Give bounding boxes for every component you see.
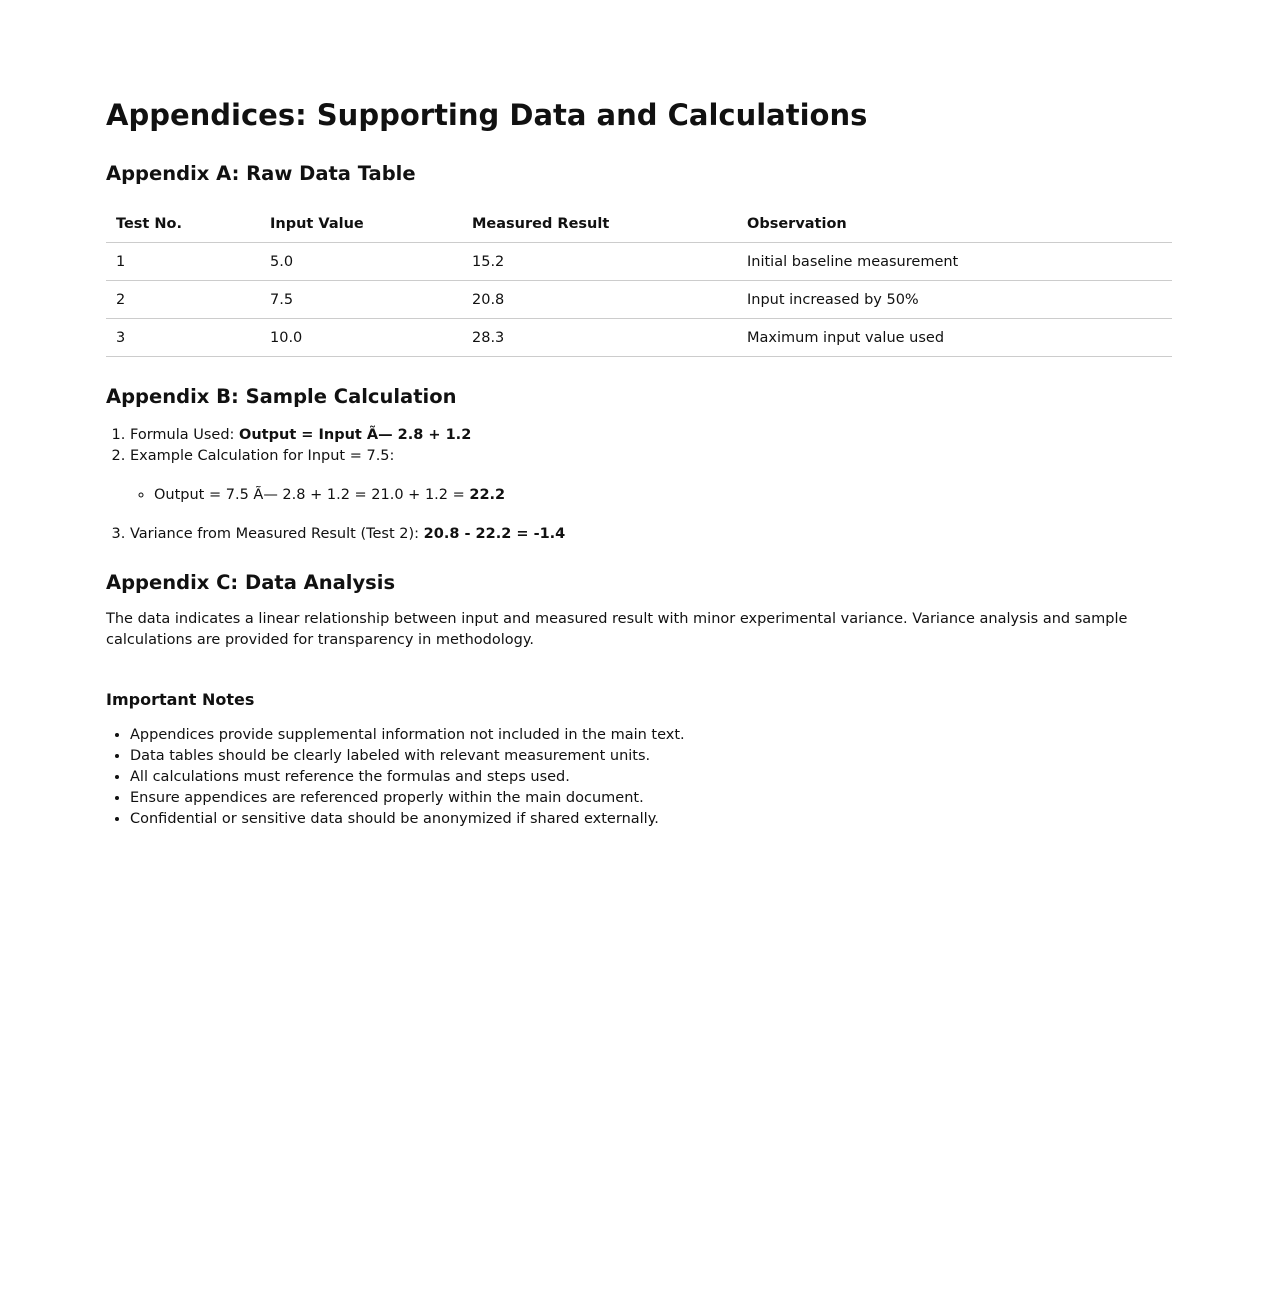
cell-measured-result: 15.2 xyxy=(462,243,737,281)
column-header-observation: Observation xyxy=(737,206,1172,243)
table-row xyxy=(106,319,1172,357)
cell-measured-result: 28.3 xyxy=(462,319,737,357)
cell-measured-result: 20.8 xyxy=(462,281,737,319)
table-row xyxy=(106,281,1172,319)
column-header-measured-result: Measured Result xyxy=(462,206,737,243)
raw-data-table xyxy=(106,206,1172,357)
appendix-c-section xyxy=(106,569,1172,651)
list-item xyxy=(154,485,1172,506)
variance-result: 20.8 - 22.2 = -1.4 xyxy=(423,526,566,542)
appendix-b-heading: Appendix B: Sample Calculation xyxy=(106,385,457,408)
cell-input-value: 5.0 xyxy=(260,243,462,281)
appendix-c-heading: Appendix C: Data Analysis xyxy=(106,571,396,594)
appendix-b-section xyxy=(106,383,1172,545)
list-item: • Confidential or sensitive data should be anonymized if shared externally. xyxy=(130,809,1172,830)
step-label: Formula Used: xyxy=(130,427,240,443)
calculation-sub-list xyxy=(130,485,1172,506)
cell-test-no: 2 xyxy=(106,281,260,319)
list-item: • All calculations must reference the formulas and steps used. xyxy=(130,767,1172,788)
appendix-a-section xyxy=(106,160,1172,357)
list-item xyxy=(130,446,1172,506)
notes-heading: Important Notes xyxy=(106,690,255,709)
list-item: • Appendices provide supplemental information not included in the main text. xyxy=(130,725,1172,746)
cell-test-no: 3 xyxy=(106,319,260,357)
page-title: Appendices: Supporting Data and Calculations xyxy=(106,98,868,132)
cell-observation: Initial baseline measurement xyxy=(737,243,1172,281)
step-label: Variance from Measured Result (Test 2): xyxy=(130,526,424,542)
table-row xyxy=(106,243,1172,281)
formula-text: Output = Input Ã— 2.8 + 1.2 xyxy=(239,427,472,443)
appendix-a-heading: Appendix A: Raw Data Table xyxy=(106,162,416,185)
cell-input-value: 7.5 xyxy=(260,281,462,319)
cell-test-no: 1 xyxy=(106,243,260,281)
notes-section xyxy=(106,689,1172,830)
column-header-input-value: Input Value xyxy=(260,206,462,243)
list-item: • Data tables should be clearly labeled with relevant measurement units. xyxy=(130,746,1172,767)
column-header-test-no: Test No. xyxy=(106,206,260,243)
cell-observation: Maximum input value used xyxy=(737,319,1172,357)
notes-list xyxy=(106,725,1172,830)
calculation-steps-list xyxy=(106,425,1172,545)
cell-observation: Input increased by 50% xyxy=(737,281,1172,319)
table-header-row xyxy=(106,206,1172,243)
analysis-paragraph: The data indicates a linear relationship between input and measured result with minor experimental variance. Variance analysis and sample calculations are provided for transparency in methodology. xyxy=(106,611,1128,648)
list-item xyxy=(130,425,1172,446)
step-label: Example Calculation for Input = 7.5: xyxy=(130,448,395,464)
calculation-result: 22.2 xyxy=(469,487,506,503)
cell-input-value: 10.0 xyxy=(260,319,462,357)
calculation-text: Output = 7.5 Ã— 2.8 + 1.2 = 21.0 + 1.2 = xyxy=(154,487,470,503)
list-item: • Ensure appendices are referenced properly within the main document. xyxy=(130,788,1172,809)
list-item xyxy=(130,524,1172,545)
